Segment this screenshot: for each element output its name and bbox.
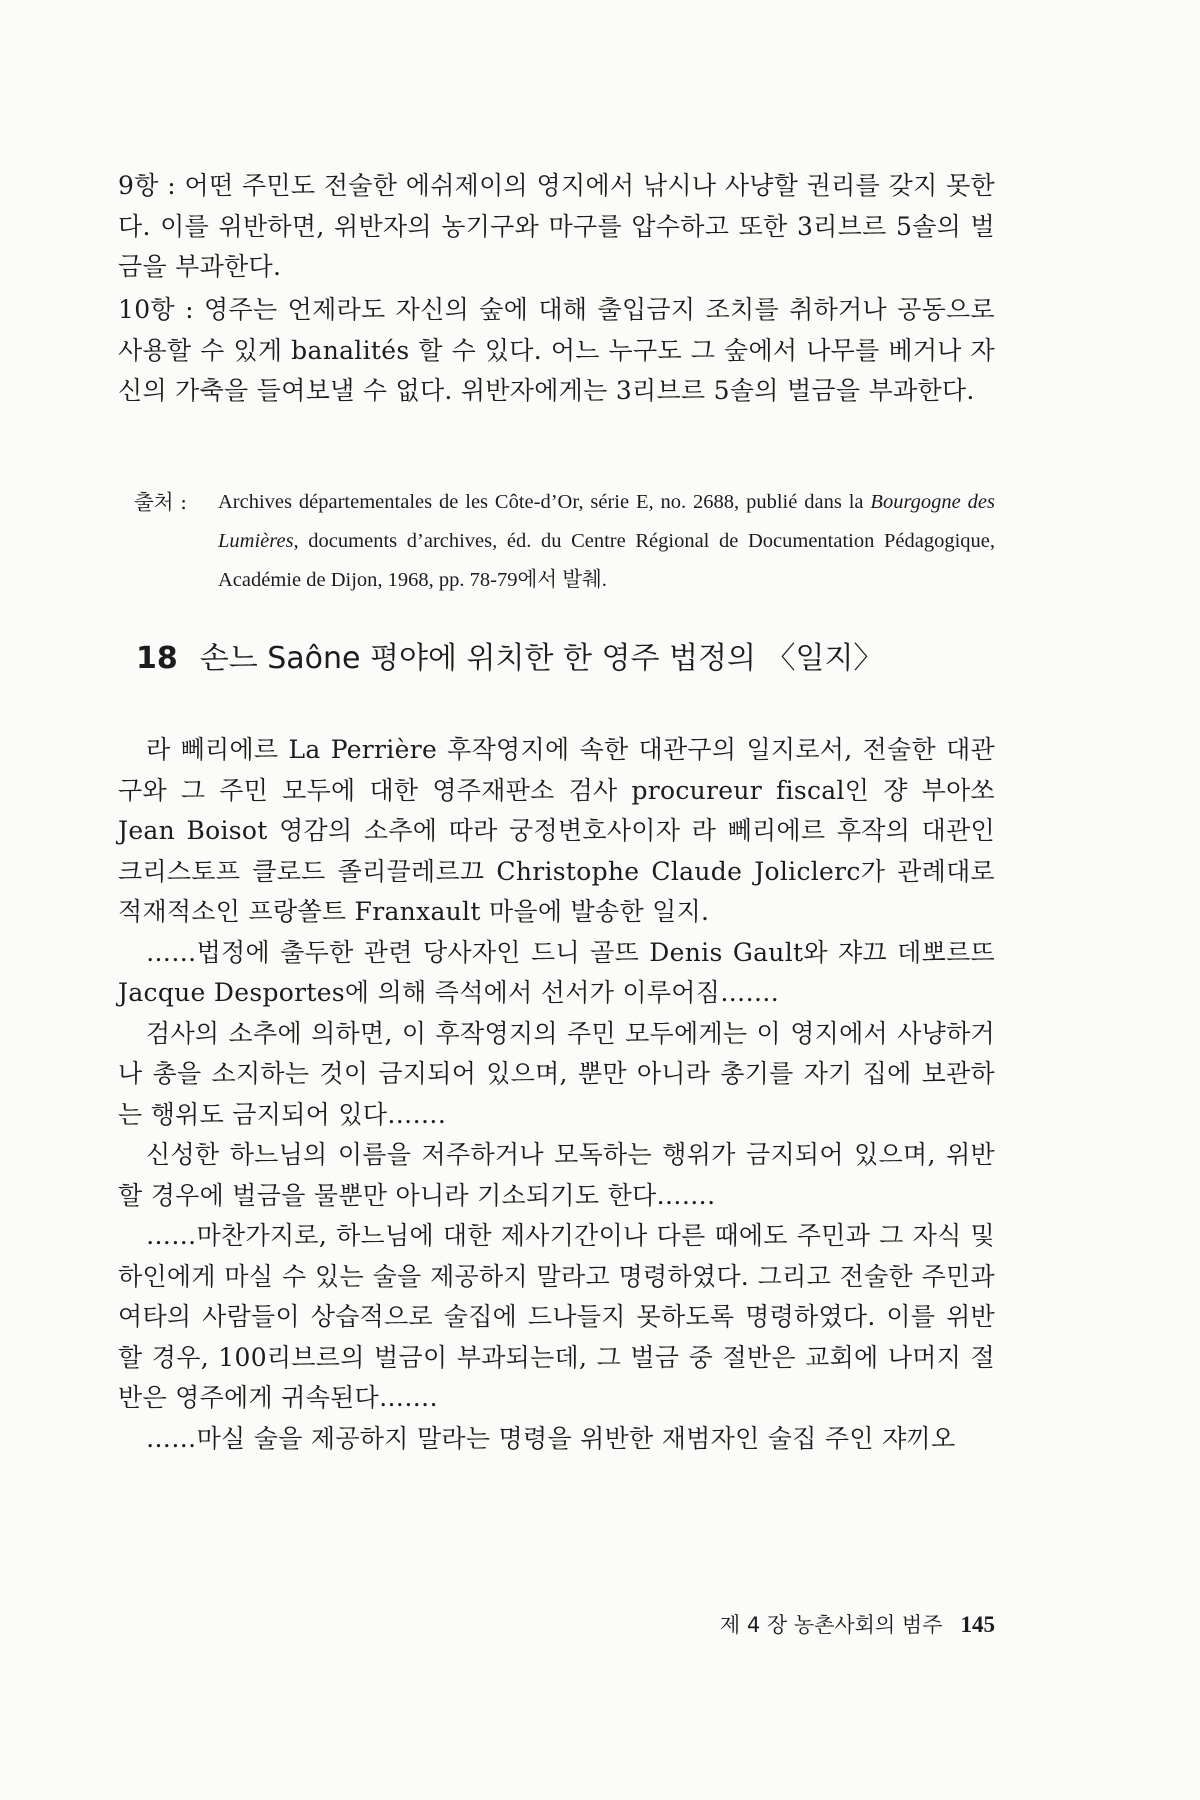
section-title: 손느 Saône 평야에 위치한 한 영주 법정의 〈일지〉 <box>199 641 884 676</box>
page-footer <box>720 1610 995 1640</box>
source-label: 출처 : <box>134 490 188 514</box>
section-number: 18 <box>136 641 178 676</box>
source-book-title: Bourgogne des Lumières <box>218 491 995 552</box>
article-9-paragraph: 9항 : 어떤 주민도 전술한 에쉬제이의 영지에서 낚시나 사냥할 권리를 갖지 못한다. 이를 위반하면, 위반자의 농기구와 마구를 압수하고 또한 3리브르 5솔의 벌금을 부과한다. <box>118 171 995 281</box>
body-paragraph-3: 검사의 소추에 의하면, 이 후작영지의 주민 모두에게는 이 영지에서 사냥하거나 총을 소지하는 것이 금지되어 있으며, 뿐만 아니라 총기를 자기 집에 보관하는 행위도 금지되어 있다……. <box>118 1018 995 1129</box>
body-paragraph-1: 라 뻬리에르 La Perrière 후작영지에 속한 대관구의 일지로서, 전술한 대관구와 그 주민 모두에 대한 영주재판소 검사 procureur fiscal인 쟝 부아쏘 Jean Boisot 영감의 소추에 따라 궁정변호사이자 라 뻬리에르 후작의 대관인 크리스토프 클로드 졸리끌레르끄 Christophe Claude Joliclerc가 관례대로 적재적소인 프랑쏠트 Franxault 마을에 발송한 일지. <box>118 735 995 926</box>
body-paragraph-6: ……마실 술을 제공하지 말라는 명령을 위반한 재범자인 술집 주인 쟈끼오 <box>146 1423 956 1453</box>
chapter-title: 제 4 장 농촌사회의 범주 <box>719 1613 943 1637</box>
source-text-part2: , documents d’archives, éd. du Centre Régional de Documentation Pédagogique, Académie de Dijon, 1968, pp. 78-79에서 발췌. <box>218 530 995 591</box>
article-10-paragraph: 10항 : 영주는 언제라도 자신의 숲에 대해 출입금지 조치를 취하거나 공동으로 사용할 수 있게 banalités 할 수 있다. 어느 누구도 그 숲에서 나무를 베거나 자신의 가축을 들여보낼 수 없다. 위반자에게는 3리브르 5솔의 벌금을 부과한다. <box>118 295 995 405</box>
document-body <box>118 730 995 1459</box>
section-heading <box>136 637 883 681</box>
source-text <box>218 483 995 600</box>
body-paragraph-5: ……마찬가지로, 하느님에 대한 제사기간이나 다른 때에도 주민과 그 자식 및 하인에게 마실 수 있는 술을 제공하지 말라고 명령하였다. 그리고 전술한 주민과 여타의 사람들이 상습적으로 술집에 드나들지 못하도록 명령하였다. 이를 위반할 경우, 100리브르의 벌금이 부과되는데, 그 벌금 중 절반은 교회에 나머지 절반은 영주에게 귀속된다……. <box>118 1221 995 1412</box>
body-paragraph-4: 신성한 하느님의 이름을 저주하거나 모독하는 행위가 금지되어 있으며, 위반할 경우에 벌금을 물뿐만 아니라 기소되기도 한다……. <box>118 1140 995 1210</box>
source-text-part1: Archives départementales de les Côte-d’Or, série E, no. 2688, publié dans la <box>218 491 864 513</box>
body-paragraph-2: ……법정에 출두한 관련 당사자인 드니 골뜨 Denis Gault와 쟈끄 데뽀르뜨 Jacque Desportes에 의해 즉석에서 선서가 이루어짐……. <box>118 937 995 1007</box>
source-citation <box>134 483 995 600</box>
page-number: 145 <box>960 1612 995 1637</box>
